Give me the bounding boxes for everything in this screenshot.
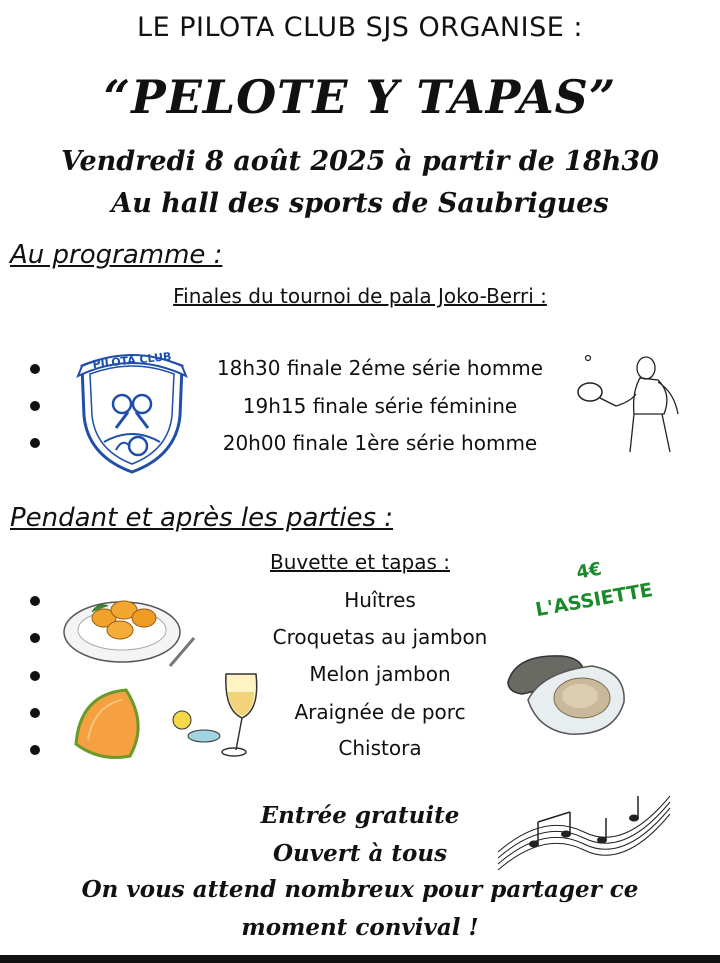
food-item: Huîtres [344, 588, 416, 612]
oyster-icon [502, 642, 632, 742]
programme-item: 19h15 finale série féminine [242, 394, 518, 418]
footer-open-to-all: Ouvert à tous [272, 840, 448, 867]
price-amount: 4€ [574, 558, 604, 584]
pala-player-icon [574, 352, 684, 460]
programme-item: 20h00 finale 1ère série homme [222, 431, 538, 455]
bottom-border [0, 955, 720, 963]
date-line: Vendredi 8 août 2025 à partir de 18h30 [61, 146, 659, 177]
pendant-title: Pendant et après les parties : [10, 503, 394, 533]
bullet-icon [30, 401, 40, 411]
melon-slice-icon [70, 684, 160, 764]
croquetas-plate-icon [62, 574, 202, 674]
music-notes-icon [494, 782, 674, 872]
buvette-subtitle: Buvette et tapas : [270, 550, 450, 574]
price-label: L'ASSIETTE [533, 578, 655, 622]
bullet-icon [30, 633, 40, 643]
bullet-icon [30, 745, 40, 755]
footer-free-entry: Entrée gratuite [260, 802, 460, 829]
bullet-icon [30, 671, 40, 681]
event-title: “PELOTE Y TAPAS” [103, 70, 617, 124]
venue-line: Au hall des sports de Saubrigues [111, 188, 609, 219]
food-item: Araignée de porc [294, 700, 466, 724]
bullet-icon [30, 596, 40, 606]
food-item: Chistora [338, 736, 422, 760]
wine-glass-icon [164, 666, 274, 766]
programme-item: 18h30 finale 2éme série homme [216, 356, 544, 380]
finales-subtitle: Finales du tournoi de pala Joko-Berri : [173, 284, 547, 308]
bullet-icon [30, 438, 40, 448]
footer-invitation-end: moment convival ! [241, 914, 479, 941]
bullet-icon [30, 708, 40, 718]
logo-text: PILOTA CLUB [91, 349, 173, 372]
footer-invitation-line: On vous attend nombreux pour partager ce [81, 876, 639, 903]
food-item: Croquetas au jambon [272, 625, 488, 649]
bullet-icon [30, 364, 40, 374]
programme-title: Au programme : [10, 240, 223, 270]
organiser-line: LE PILOTA CLUB SJS ORGANISE : [137, 12, 583, 43]
food-item: Melon jambon [309, 662, 451, 686]
